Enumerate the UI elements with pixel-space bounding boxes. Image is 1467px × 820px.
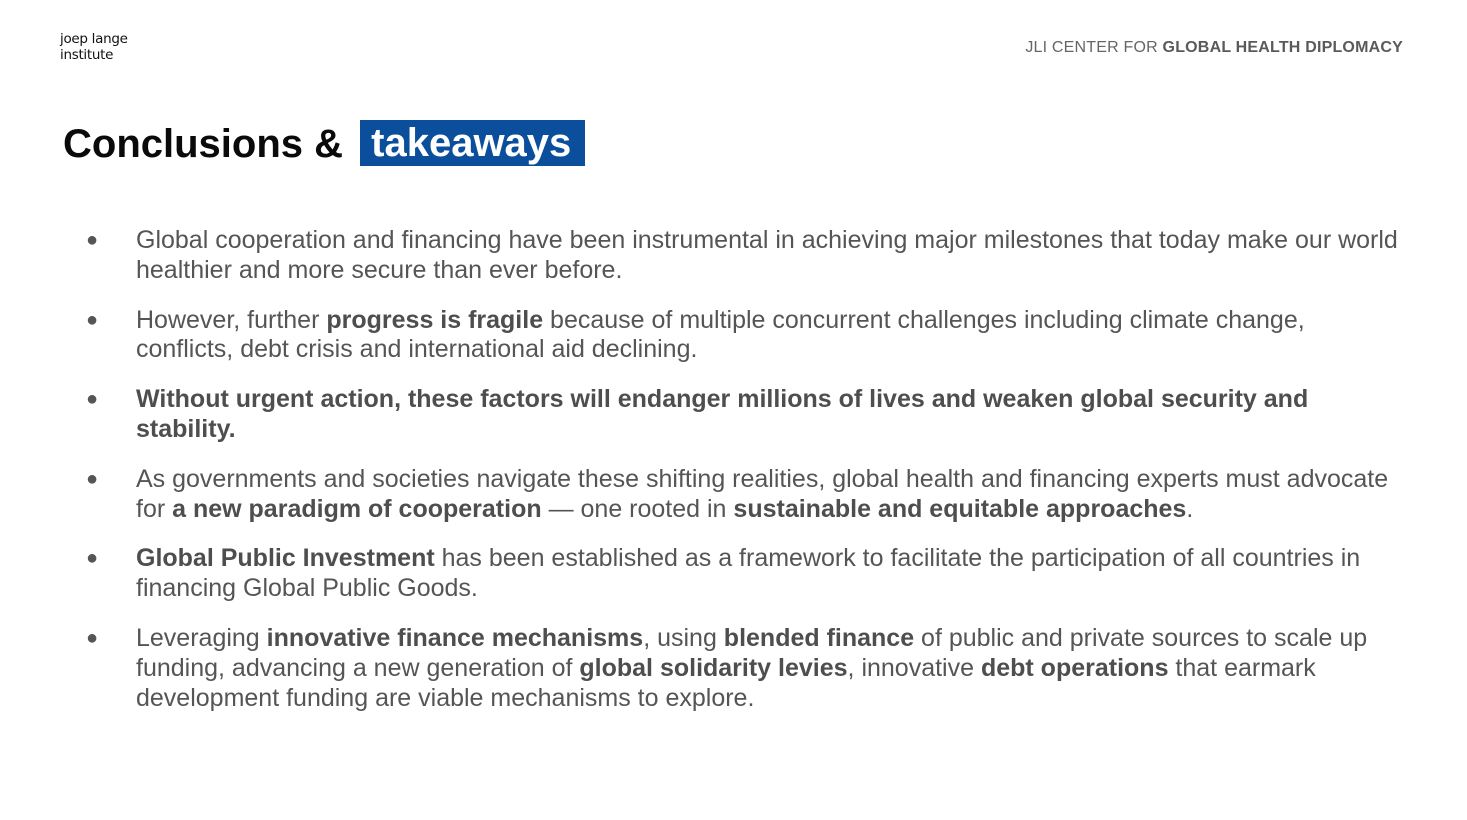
takeaway-item — [0, 385, 1467, 445]
takeaway-text: that earmark development funding are viable mechanisms to explore. — [136, 653, 1316, 712]
org-name-bold: GLOBAL HEALTH DIPLOMACY — [1162, 39, 1403, 56]
jli-logo — [60, 31, 128, 63]
takeaway-emphasis: Global Public Investment — [136, 544, 435, 573]
takeaway-item — [0, 465, 1467, 525]
bullet-dot-icon: ● — [86, 626, 99, 649]
slide-title — [63, 118, 585, 170]
takeaway-emphasis: global solidarity levies — [579, 653, 848, 682]
takeaway-text: , innovative — [847, 653, 981, 682]
takeaway-emphasis: blended finance — [723, 623, 915, 652]
takeaway-emphasis: innovative finance mechanisms — [266, 623, 644, 652]
takeaways-list — [0, 226, 1467, 733]
takeaway-text: has been established as a framework to facilitate the participation of all countries in financing Global Public Goods. — [136, 544, 1361, 603]
takeaway-item — [0, 226, 1467, 286]
takeaway-text: because of multiple concurrent challenges including climate change, conflicts, debt crisis and international aid declining. — [136, 305, 1305, 364]
bullet-dot-icon: ● — [86, 547, 99, 570]
takeaway-emphasis: progress is fragile — [326, 305, 544, 334]
organization-header — [1025, 39, 1403, 57]
takeaway-item — [0, 306, 1467, 366]
slide-title-highlight: takeaways — [360, 120, 585, 166]
org-name-prefix: JLI CENTER FOR — [1025, 39, 1163, 56]
takeaway-text: As governments and societies navigate these shifting realities, global health and financing experts must advocate for — [136, 464, 1389, 523]
takeaway-item — [0, 544, 1467, 604]
takeaway-emphasis: sustainable and equitable approaches — [733, 494, 1187, 523]
takeaway-text: Global cooperation and financing have been instrumental in achieving major milestones that today make our world healthier and more secure than ever before. — [136, 226, 1398, 284]
bullet-dot-icon: ● — [86, 467, 99, 490]
takeaway-item — [0, 624, 1467, 713]
logo-line-2: institute — [60, 47, 114, 63]
takeaway-text: However, further — [136, 305, 327, 334]
logo-line-1: joep lange — [60, 31, 128, 47]
takeaway-text: Leveraging — [136, 623, 267, 652]
takeaway-emphasis: debt operations — [980, 653, 1169, 682]
takeaway-text: — one rooted in — [541, 494, 734, 523]
slide-title-main: Conclusions & — [63, 122, 355, 166]
bullet-dot-icon: ● — [86, 308, 99, 331]
takeaway-emphasis: Without urgent action, these factors will endanger millions of lives and weaken global security and stability. — [136, 385, 1309, 443]
bullet-dot-icon: ● — [86, 388, 99, 411]
bullet-dot-icon: ● — [86, 229, 99, 251]
takeaway-text: , using — [643, 623, 724, 652]
takeaway-emphasis: a new paradigm of cooperation — [172, 494, 542, 523]
takeaway-text: . — [1186, 494, 1194, 523]
takeaway-text: of public and private sources to scale up funding, advancing a new generation of — [136, 623, 1368, 682]
